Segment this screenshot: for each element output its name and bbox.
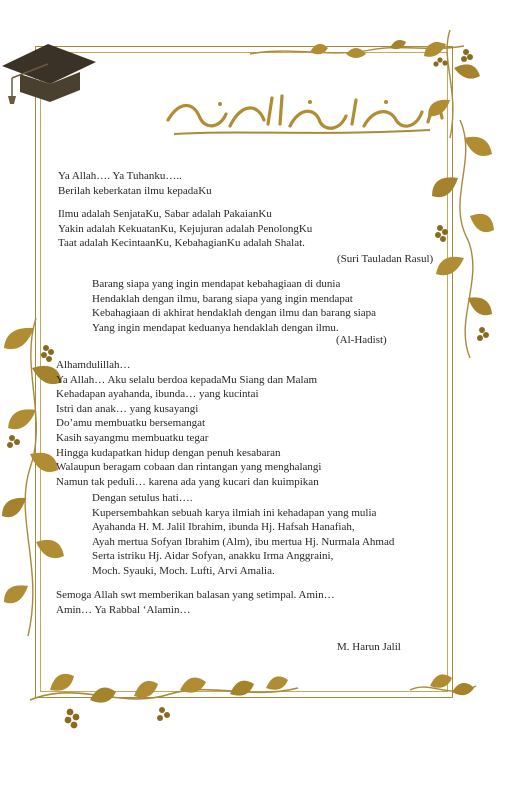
text-line: Kasih sayangmu membuatku tegar: [56, 431, 209, 444]
closing-block: [56, 588, 335, 617]
text-line: Berilah keberkatan ilmu kepadaKu: [58, 184, 212, 197]
text-line: Ya Allah…. Ya Tuhanku…..: [58, 170, 182, 182]
source-citation: (Suri Tauladan Rasul): [337, 253, 434, 265]
text-line: Walaupun beragam cobaan dan rintangan yang menghalangi: [56, 461, 322, 474]
text-line: Ayah mertua Sofyan Ibrahim (Alm), ibu mertua Hj. Nurmala Ahmad: [92, 535, 395, 548]
text-line: Hendaklah dengan ilmu, barang siapa yang ingin mendapat: [92, 292, 353, 305]
signature-name: M. Harun Jalil: [337, 641, 401, 653]
text-line: Namun tak peduli… karena ada yang kucari dan kuimpikan: [56, 475, 319, 488]
text-line: Semoga Allah swt memberikan balasan yang setimpal. Amin…: [56, 589, 335, 601]
text-line: Ilmu adalah SenjataKu, Sabar adalah PakaianKu: [58, 208, 272, 220]
text-line: Alhamdulillah…: [56, 359, 131, 371]
hadith-block: [92, 277, 376, 335]
grapevine-icon: [420, 120, 495, 360]
text-line: Dengan setulus hati….: [92, 492, 193, 504]
text-line: Ayahanda H. M. Jalil Ibrahim, ibunda Hj. Hafsah Hanafiah,: [92, 521, 355, 534]
text-line: Serta istriku Hj. Aidar Sofyan, anakku Irma Anggraini,: [92, 550, 334, 563]
text-line: Istri dan anak… yang kusayangi: [56, 402, 199, 415]
text-line: Do’amu membuatku bersemangat: [56, 417, 206, 430]
text-line: Yakin adalah KekuatanKu, Kejujuran adalah PenolongKu: [58, 222, 313, 235]
text-line: Kupersembahkan sebuah karya ilmiah ini kehadapan yang mulia: [92, 506, 377, 519]
text-line: Hingga kudapatkan hidup dengan penuh kesabaran: [56, 446, 281, 459]
poem-block: [56, 358, 321, 489]
text-line: Moch. Syauki, Moch. Lufti, Arvi Amalia.: [92, 564, 275, 577]
graduation-cap-icon: [0, 38, 100, 104]
source-citation: (Al-Hadist): [336, 334, 387, 346]
text-line: Kebahagiaan di akhirat hendaklah dengan ilmu dan barang siapa: [92, 307, 377, 320]
text-line: Barang siapa yang ingin mendapat kebahagiaan di dunia: [92, 278, 341, 290]
grapevine-icon: [30, 640, 300, 740]
text-line: Kehadapan ayahanda, ibunda… yang kucintai: [56, 388, 259, 401]
grapevine-icon: [400, 650, 480, 730]
doa-block: [58, 169, 212, 198]
text-line: Ya Allah… Aku selalu berdoa kepadaMu Siang dan Malam: [56, 373, 318, 386]
text-line: Amin… Ya Rabbal ‘Alamin…: [56, 603, 191, 616]
hadith-block: [58, 207, 312, 251]
bismillah-calligraphy-icon: [160, 90, 445, 140]
text-line: Taat adalah KecintaanKu, KebahagianKu adalah Shalat.: [58, 237, 305, 250]
dedication-block: [92, 491, 394, 579]
text-line: Yang ingin mendapat keduanya hendaklah dengan ilmu.: [92, 321, 339, 334]
